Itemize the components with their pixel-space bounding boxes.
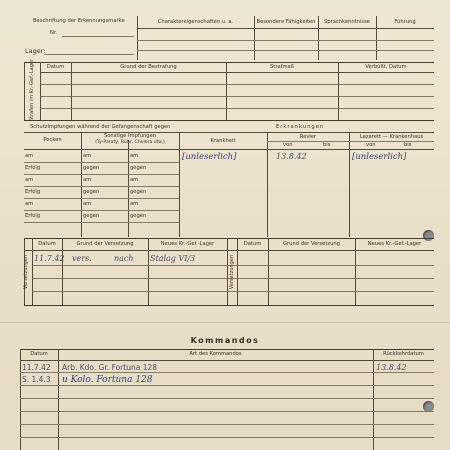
impf-row-label: gegen xyxy=(130,165,147,171)
erkr-col-lazarett: Lazarett — Krankenhaus xyxy=(359,134,424,140)
impf-col-pocken: Pocken xyxy=(43,137,62,143)
erkr-col-revier: Revier xyxy=(299,134,317,140)
impf-row-label: Erfolg xyxy=(25,165,41,171)
lager-underline xyxy=(44,54,134,55)
erkr-revier-bis: bis xyxy=(323,142,331,148)
kommandos-title: Kommandos xyxy=(190,336,260,345)
kdo-row-art: Arb. Kdo. Gr. Fortuna 128 xyxy=(62,363,158,372)
erkr-entry-lazarett: [unleserlich] xyxy=(352,152,407,162)
erkr-col-krankheit: Krankheit xyxy=(210,138,236,144)
kdo-col-rueck: Rückkehrdatum xyxy=(383,351,424,357)
versetzungen-side-label-right: Versetzungen xyxy=(229,254,235,290)
strafen-col-strafmass: Strafmaß xyxy=(270,64,294,70)
punch-hole xyxy=(423,230,434,241)
vers-entry-lager: Stalag VI/3 xyxy=(150,254,196,263)
impf-row-label: am xyxy=(25,201,34,207)
impf-row-label: gegen xyxy=(83,213,100,219)
impf-row-label: gegen xyxy=(83,189,100,195)
versetzungen-side-label-left: Versetzungen xyxy=(23,254,29,290)
vers-entry-grund-1: vers. xyxy=(72,254,92,263)
impf-col-sonstige: Sonstige Impfungen xyxy=(103,133,157,139)
vers-col-datum-right: Datum xyxy=(243,241,262,247)
impf-row-label: am xyxy=(130,153,139,159)
kdo-col-art: Art des Kommandos xyxy=(189,351,242,357)
kdo-row-rueck: 13.8.42 xyxy=(376,363,407,372)
vers-entry-date: 11.7.42 xyxy=(34,254,65,263)
label-beschriftung-erkennungsmarke: Beschriftung der Erkennungsmarke xyxy=(33,18,125,24)
col-besondere-faehigkeiten: Besondere Fähigkeiten xyxy=(256,19,316,25)
kdo-row-datum: 11.7.42 xyxy=(22,363,51,372)
impf-col-sonstige-sub: (Ty-Paraty, Ruhr, Cholera ufw.) xyxy=(95,140,165,145)
erkr-entry-krankheit: [unleserlich] xyxy=(182,152,237,162)
impf-row-label: am xyxy=(83,177,92,183)
col-fuehrung: Führung xyxy=(394,19,416,25)
impf-row-label: Erfolg xyxy=(25,213,41,219)
impf-row-label: am xyxy=(130,177,139,183)
impfungen-header: Schutzimpfungen während der Gefangenschaft gegen xyxy=(30,124,171,130)
erkr-entry-date: 13.8.42 xyxy=(276,152,307,161)
strafen-col-datum: Datum xyxy=(46,64,65,70)
col-charaktereigenschaften: Charaktereigenschaften u. a. xyxy=(157,19,234,25)
vers-col-lager-left: Neues Kr.-Gef.-Lager xyxy=(160,241,215,247)
erkr-laz-von: von xyxy=(366,142,376,148)
erkr-laz-bis: bis xyxy=(404,142,412,148)
erkrankungen-header: Erkrankungen xyxy=(276,124,325,130)
vers-col-datum-left: Datum xyxy=(38,241,56,247)
kdo-row-datum: S. 1.4.3 xyxy=(22,375,51,384)
impf-row-label: am xyxy=(25,153,34,159)
label-lager: Lager: xyxy=(25,47,46,55)
strafen-col-grund: Grund der Bestrafung xyxy=(120,64,177,70)
strafen-side-label: Strafen im Kr.-Gef.-Lager xyxy=(29,58,35,122)
strafen-col-verbuesst: Verbüßt, Datum xyxy=(365,64,407,70)
kdo-col-datum: Datum xyxy=(30,351,48,357)
impf-row-label: gegen xyxy=(83,165,100,171)
impf-row-label: am xyxy=(83,153,92,159)
card-fold-line xyxy=(0,322,450,323)
impf-row-label: am xyxy=(83,201,92,207)
erkr-revier-von: von xyxy=(283,142,293,148)
impf-row-label: Erfolg xyxy=(25,189,41,195)
kdo-row-art: u Kolo. Fortuna 128 xyxy=(62,375,153,385)
vers-col-lager-right: Neues Kr.-Gef.-Lager xyxy=(367,241,422,247)
impf-row-label: am xyxy=(25,177,34,183)
nr-underline xyxy=(62,36,134,37)
vers-col-grund-left: Grund der Versetzung xyxy=(76,241,134,247)
impf-row-label: am xyxy=(130,201,139,207)
impf-row-label: gegen xyxy=(130,213,147,219)
impf-row-label: gegen xyxy=(130,189,147,195)
label-nr: Nr. xyxy=(50,30,58,36)
vers-col-grund-right: Grund der Versetzung xyxy=(283,241,340,247)
vers-entry-grund-2: nach xyxy=(114,254,134,263)
col-sprachkenntnisse: Sprachkenntnisse xyxy=(324,19,370,25)
